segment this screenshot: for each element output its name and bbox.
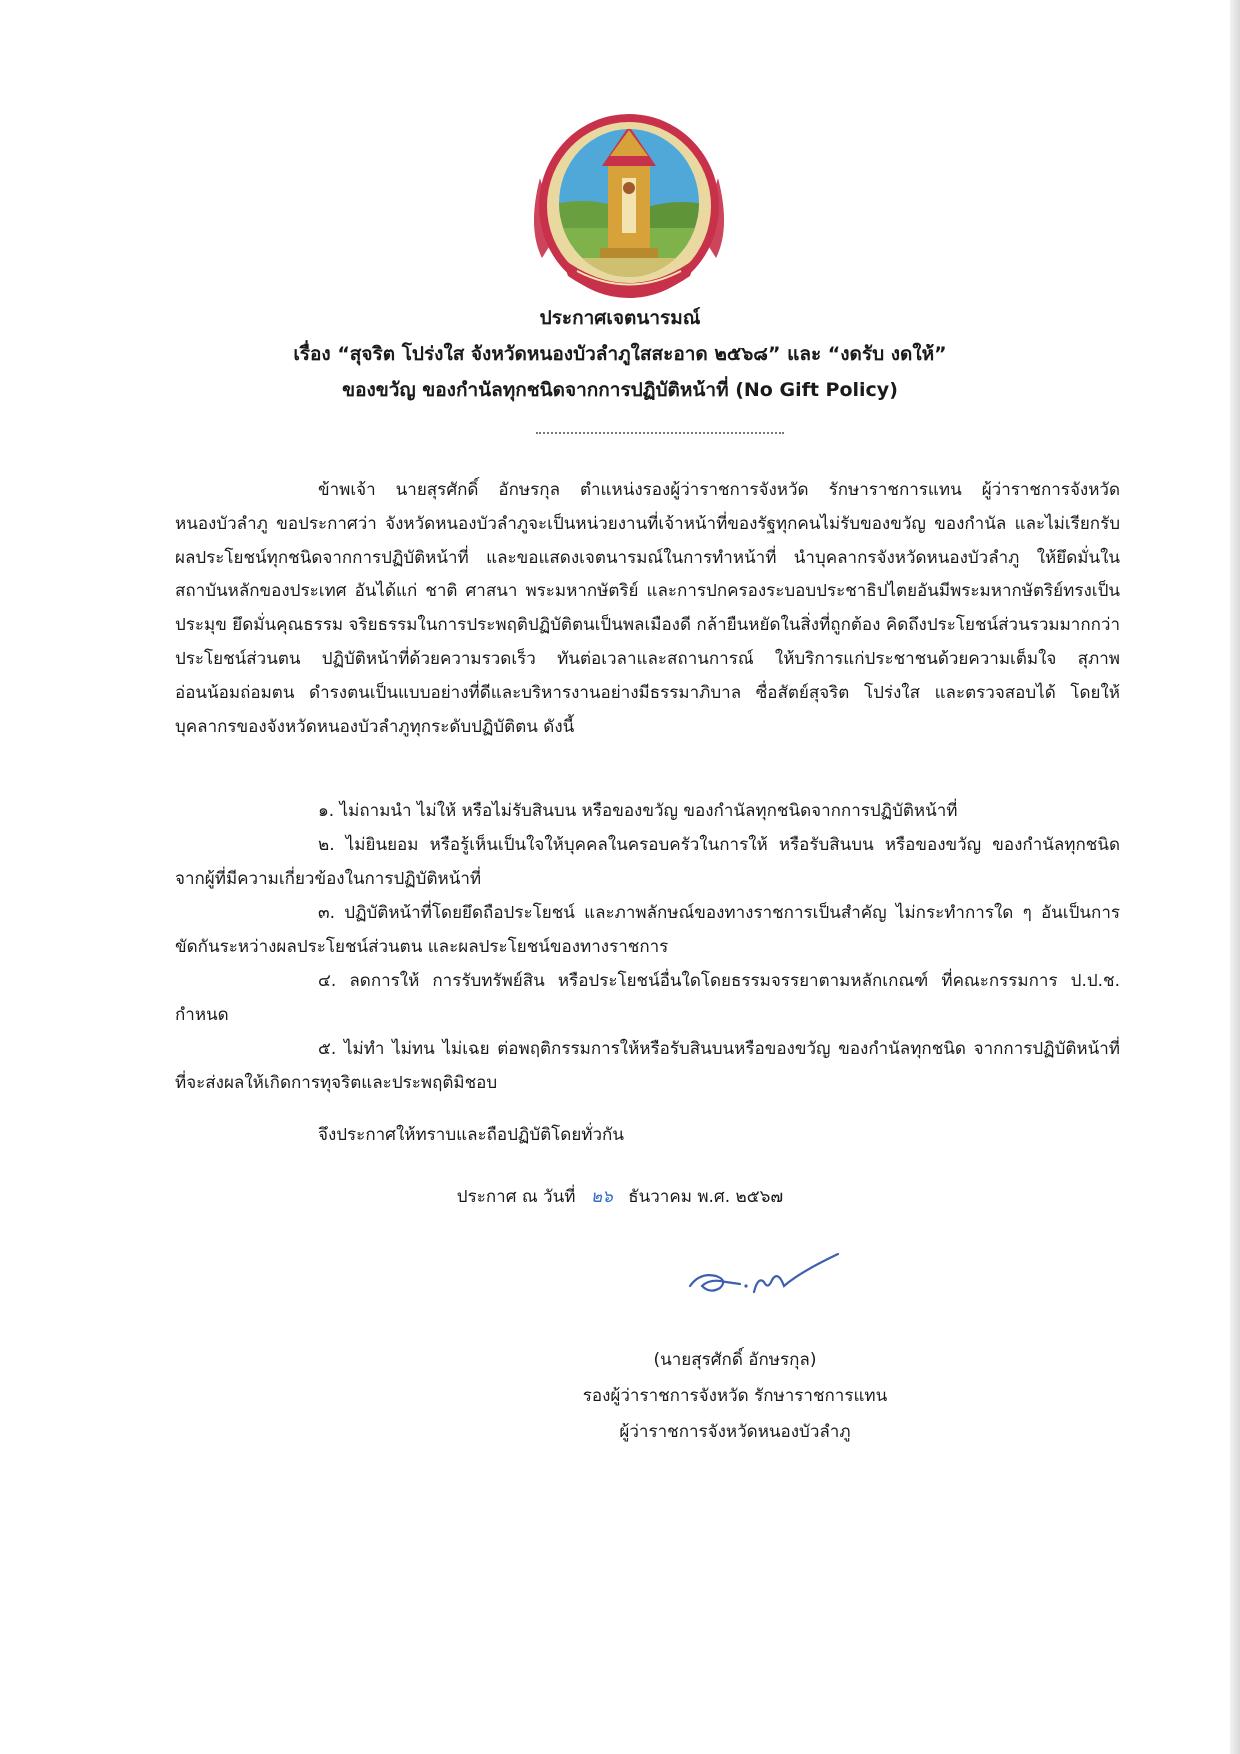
date-day-handwritten: ๒๖ bbox=[590, 1187, 613, 1207]
signer-position-continued: ผู้ว่าราชการจังหวัดหนองบัวลำภู bbox=[619, 1422, 851, 1442]
announcement-date bbox=[0, 1180, 1240, 1214]
announcement-subject: เรื่อง “สุจริต โปร่งใส จังหวัดหนองบัวลำภูใสสะอาด ๒๕๖๘” และ “งดรับ งดให้” bbox=[293, 343, 947, 365]
signer-name: (นายสุรศักดิ์ อักษรกุล) bbox=[653, 1350, 817, 1370]
announcement-subject-continued: ของขวัญ ของกำนัลทุกชนิดจากการปฏิบัติหน้าที่ (No Gift Policy) bbox=[342, 379, 898, 401]
list-item-2: ๒. ไม่ยินยอม หรือรู้เห็นเป็นใจให้บุคคลในครอบครัวในการให้ หรือรับสินบน หรือของขวัญ ของกำนัลทุกชนิดจากผู้ที่มีความเกี่ยวข้องในการปฏิบัติหน้าที่ bbox=[175, 835, 1120, 889]
province-seal-emblem bbox=[522, 108, 736, 306]
closing-statement: จึงประกาศให้ทราบและถือปฏิบัติโดยทั่วกัน bbox=[318, 1125, 624, 1145]
date-month-year: ธันวาคม พ.ศ. ๒๕๖๗ bbox=[628, 1187, 784, 1207]
list-item-4: ๔. ลดการให้ การรับทรัพย์สิน หรือประโยชน์อื่นใดโดยธรรมจรรยาตามหลักเกณฑ์ ที่คณะกรรมการ ป.ป.ช. กำหนด bbox=[175, 971, 1120, 1025]
signer-position: รองผู้ว่าราชการจังหวัด รักษาราชการแทน bbox=[582, 1386, 888, 1406]
announcement-title: ประกาศเจตนารมณ์ bbox=[539, 307, 701, 329]
date-prefix: ประกาศ ณ วันที่ bbox=[456, 1187, 576, 1207]
list-item-5: ๕. ไม่ทำ ไม่ทน ไม่เฉย ต่อพฤติกรรมการให้หรือรับสินบนหรือของขวัญ ของกำนัลทุกชนิด จากการปฏิบัติหน้าที่ ที่จะส่งผลให้เกิดการทุจริตและประพฤติมิชอบ bbox=[175, 1039, 1120, 1093]
page-edge-shadow bbox=[1230, 0, 1240, 1754]
list-item-1: ๑. ไม่ถามนำ ไม่ให้ หรือไม่รับสินบน หรือของขวัญ ของกำนัลทุกชนิดจากการปฏิบัติหน้าที่ bbox=[318, 801, 958, 821]
title-divider bbox=[536, 432, 784, 434]
list-item-3: ๓. ปฏิบัติหน้าที่โดยยึดถือประโยชน์ และภาพลักษณ์ของทางราชการเป็นสำคัญ ไม่กระทำการใด ๆ อันเป็นการขัดกันระหว่างผลประโยชน์ส่วนตน และผลประโยชน์ของทางราชการ bbox=[175, 903, 1120, 957]
intro-paragraph: ข้าพเจ้า นายสุรศักดิ์ อักษรกุล ตำแหน่งรองผู้ว่าราชการจังหวัด รักษาราชการแทน ผู้ว่าราชการจังหวัดหนองบัวลำภู ขอประกาศว่า จังหวัดหนองบัวลำภูจะเป็นหน่วยงานที่เจ้าหน้าที่ของรัฐทุกคนไม่รับของขวัญ ของกำนัล และไม่เรียกรับผลประโยชน์ทุกชนิดจากการปฏิบัติหน้าที่ และขอแสดงเจตนารมณ์ในการทำหน้าที่ นำบุคลากรจังหวัดหนองบัวลำภู ให้ยึดมั่นในสถาบันหลักของประเทศ อันได้แก่ ชาติ ศาสนา พระมหากษัตริย์ และการปกครองระบอบประชาธิปไตยอันมีพระมหากษัตริย์ทรงเป็นประมุข ยึดมั่นคุณธรรม จริยธรรมในการประพฤติปฏิบัติตนเป็นพลเมืองดี กล้ายืนหยัดในสิ่งที่ถูกต้อง คิดถึงประโยชน์ส่วนรวมมากกว่าประโยชน์ส่วนตน ปฏิบัติหน้าที่ด้วยความรวดเร็ว ทันต่อเวลาและสถานการณ์ ให้บริการแก่ประชาชนด้วยความเต็มใจ สุภาพ อ่อนน้อมถ่อมตน ดำรงตนเป็นแบบอย่างที่ดีและบริหารงานอย่างมีธรรมาภิบาล ซื่อสัตย์สุจริต โปร่งใส และตรวจสอบได้ โดยให้บุคลากรของจังหวัดหนองบัวลำภูทุกระดับปฏิบัติตน ดังนี้ bbox=[175, 480, 1120, 737]
handwritten-signature bbox=[680, 1242, 850, 1302]
